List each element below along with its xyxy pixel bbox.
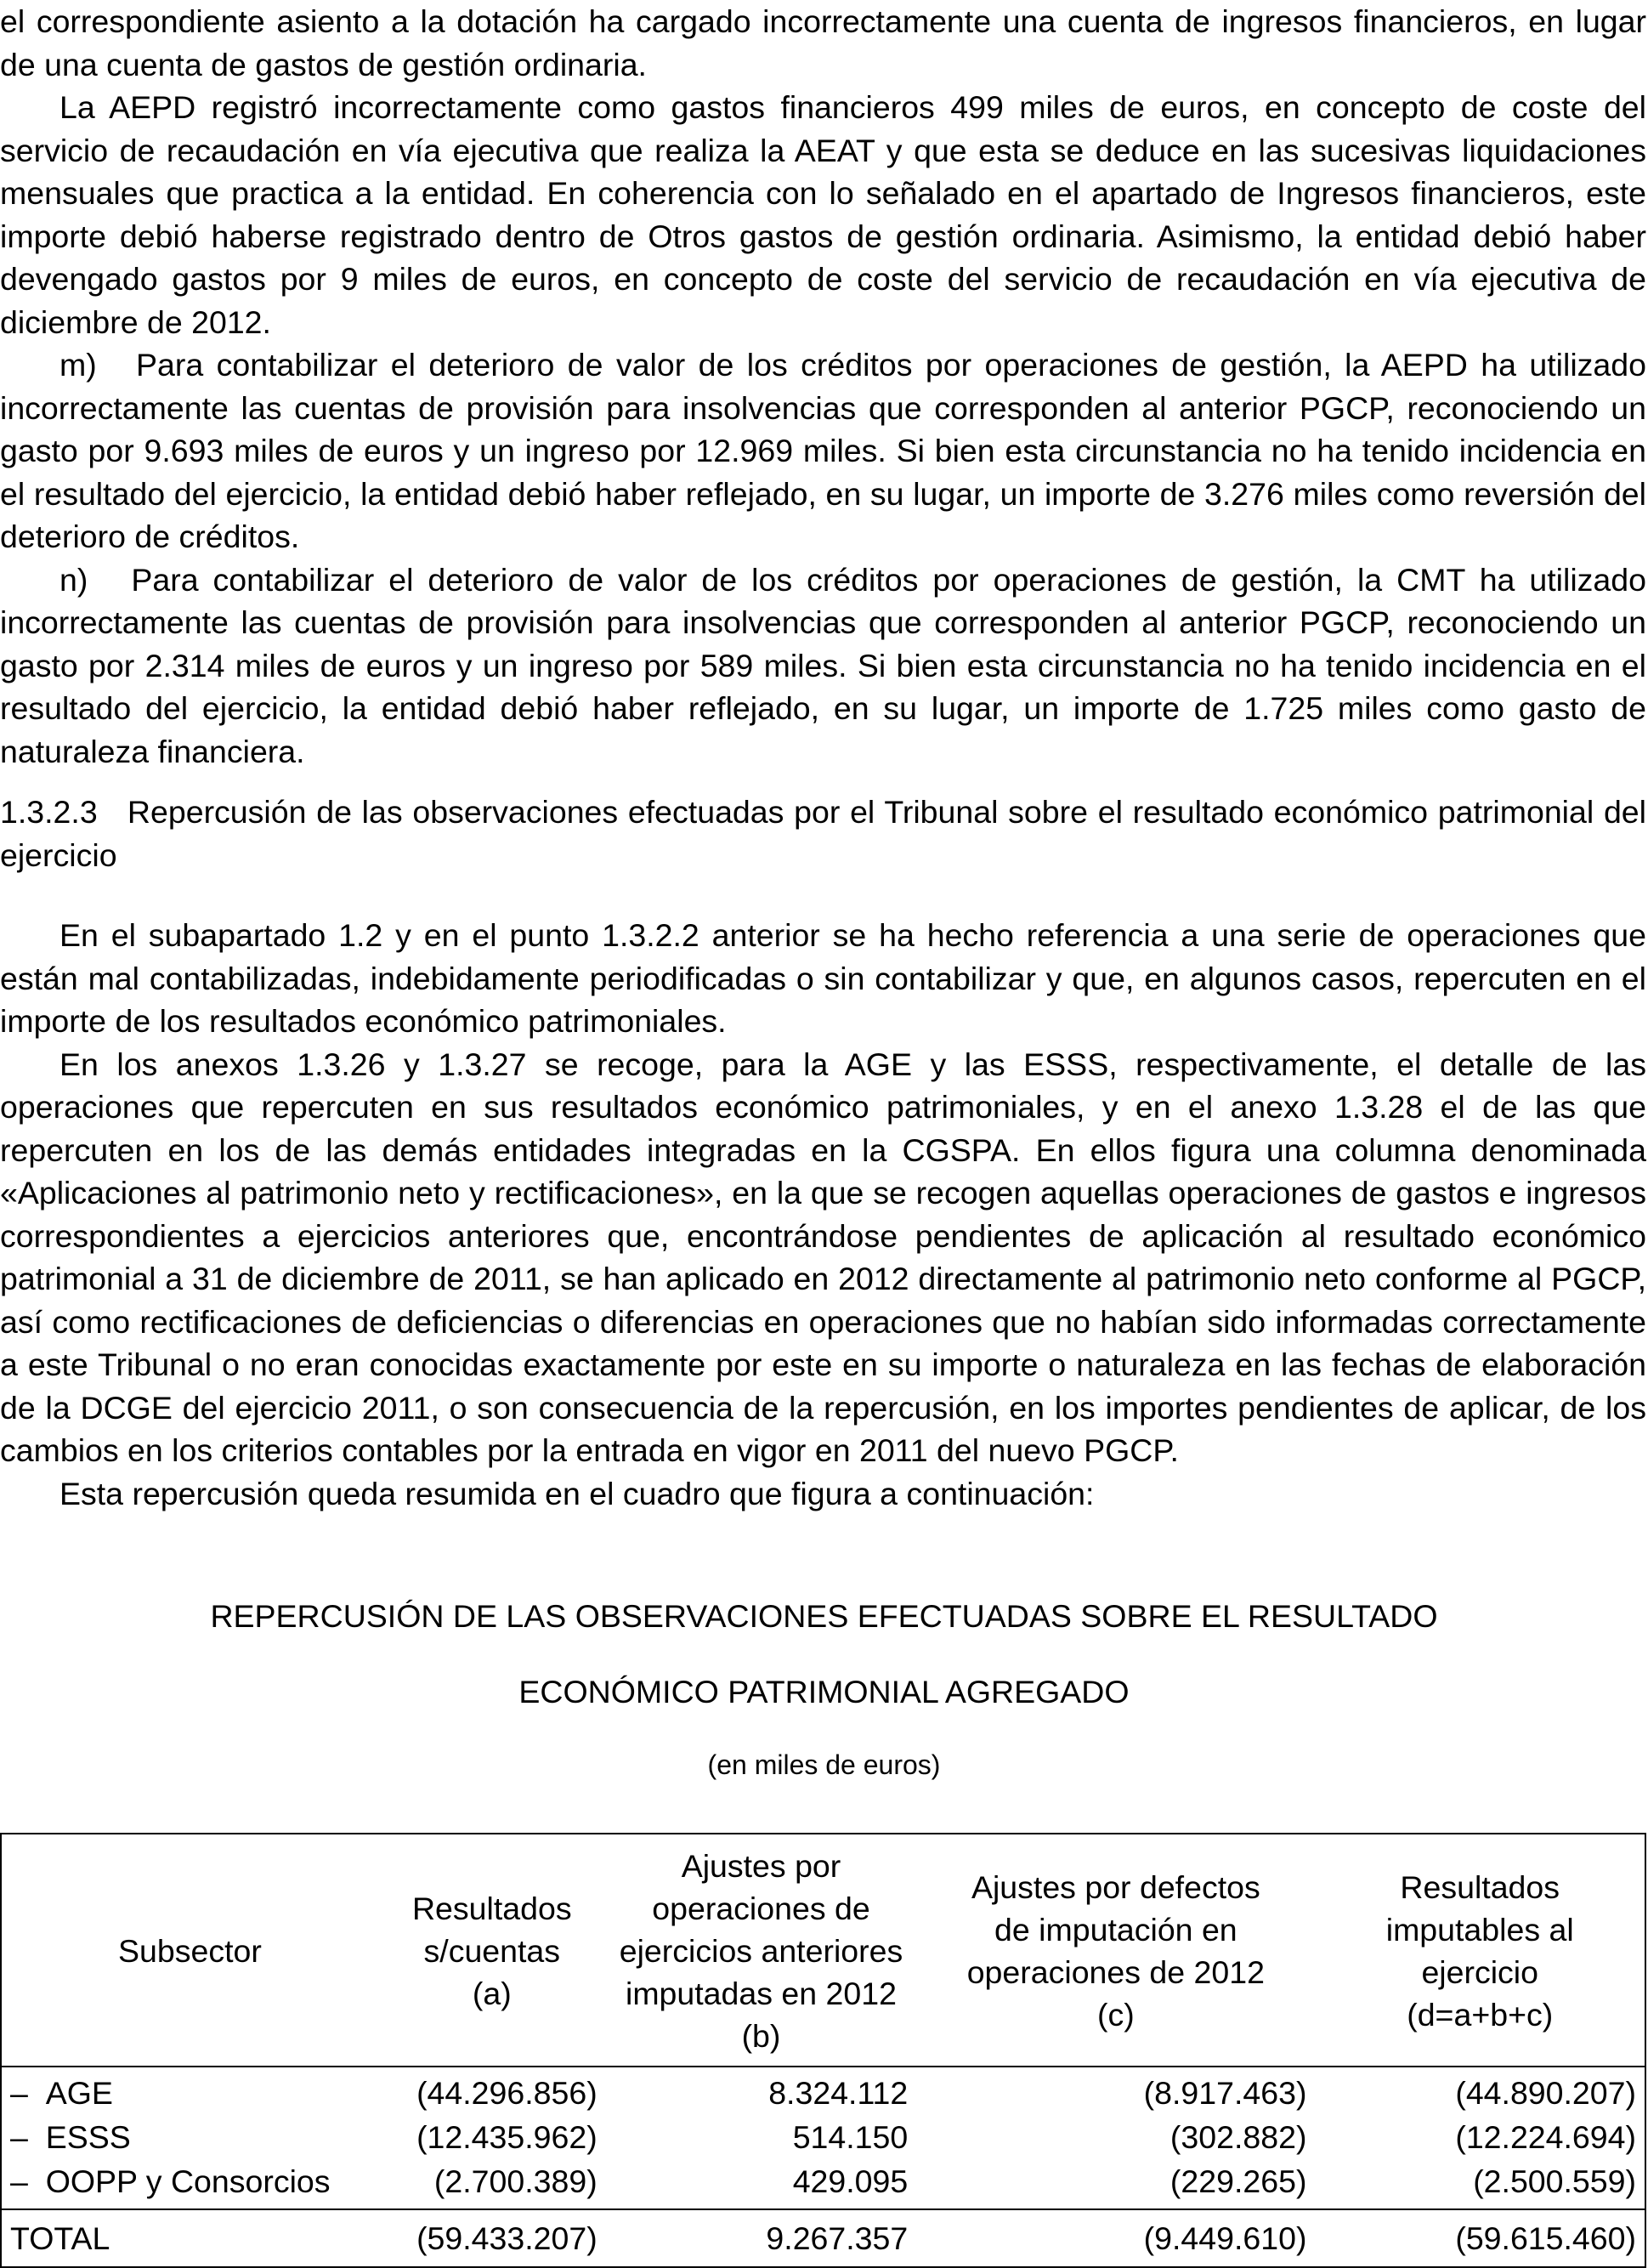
paragraph-anexos: En los anexos 1.3.26 y 1.3.27 se recoge, para la AGE y las ESSS, respectivamente, el detalle de las operaciones que repercuten en sus resultados económico patrimoniales, y en el anexo 1.3.28 el de las que repercuten en los de las demás entidades integradas en la CGSPA. En ellos figura una columna denominada «Aplicaciones al patrimonio neto y rectificaciones», en la que se recogen aquellas operaciones de gastos e ingresos correspondientes a ejercicios anteriores que, encontrándose pendientes de aplicación al resultado económico patrimonial a 31 de diciembre de 2011, se han aplicado en 2012 directamente al patrimonio neto conforme al PGCP, así como rectificaciones de deficiencias o diferencias en operaciones que no habían sido informadas correctamente a este Tribunal o no eran conocidas exactamente por este en su importe o naturaleza en las fechas de elaboración de la DCGE del ejercicio 2011, o son consecuencia de la repercusión, en los importes pendientes de aplicar, de los cambios en los criterios contables por la entrada en vigor en 2011 del nuevo PGCP. <box>0 1046 1646 1468</box>
section-heading: 1.3.2.3 Repercusión de las observaciones efectuadas por el Tribunal sobre el resultado económico patrimonial del ejercicio <box>0 794 1646 873</box>
header-ajustes-defectos: Ajustes por defectos de imputación en operaciones de 2012 (c) <box>916 1834 1315 2067</box>
cell-a: (12.435.962) <box>416 2119 597 2155</box>
total-b: 9.267.357 <box>606 2209 917 2267</box>
cell-d: (2.500.559) <box>1473 2163 1636 2199</box>
total-d: (59.615.460) <box>1315 2209 1645 2267</box>
paragraph-aepd-gastos: La AEPD registró incorrectamente como gastos financieros 499 miles de euros, en concepto de coste del servicio de recaudación en vía ejecutiva que realiza la AEAT y que esta se deduce en las sucesivas liquidaciones mensuales que practica a la entidad. En coherencia con lo señalado en el apartado de Ingresos financieros, este importe debió haberse registrado dentro de Otros gastos de gestión ordinaria. Asimismo, la entidad debió haber devengado gastos por 9 miles de euros, en concepto de coste del servicio de recaudación en vía ejecutiva de diciembre de 2012. <box>0 89 1646 340</box>
cell-b: 514.150 <box>792 2119 909 2155</box>
table-row-oopp <box>1 2159 1645 2209</box>
table-units: (en miles de euros) <box>707 1749 941 1780</box>
table-row-total <box>1 2209 1645 2267</box>
total-a: (59.433.207) <box>378 2209 606 2267</box>
row-label: – ESSS <box>10 2119 131 2155</box>
header-ajustes-anteriores: Ajustes por operaciones de ejercicios anteriores imputadas en 2012 (b) <box>606 1834 917 2067</box>
header-resultados-imputables: Resultados imputables al ejercicio (d=a+b+c) <box>1315 1834 1645 2067</box>
table-title-line-1: REPERCUSIÓN DE LAS OBSERVACIONES EFECTUADAS SOBRE EL RESULTADO <box>210 1598 1438 1634</box>
paragraph-item-n: n) Para contabilizar el deterioro de valor de los créditos por operaciones de gestión, la CMT ha utilizado incorrectamente las cuentas de provisión para insolvencias que corresponden al anterior PGCP, reconociendo un gasto por 2.314 miles de euros y un ingreso por 589 miles. Si bien esta circunstancia no ha tenido incidencia en el resultado del ejercicio, la entidad debió haber reflejado, en su lugar, un importe de 1.725 miles como gasto de naturaleza financiera. <box>0 561 1646 769</box>
cell-b: 8.324.112 <box>768 2075 909 2111</box>
cell-d: (44.890.207) <box>1455 2075 1636 2111</box>
cell-c: (229.265) <box>1169 2163 1307 2199</box>
total-c: (9.449.610) <box>916 2209 1315 2267</box>
cell-c: (302.882) <box>1169 2119 1307 2155</box>
cell-d: (12.224.694) <box>1455 2119 1636 2155</box>
row-label: – OOPP y Consorcios <box>10 2163 331 2199</box>
row-label: – AGE <box>10 2075 113 2111</box>
paragraph-subapartado: En el subapartado 1.2 y en el punto 1.3.2.2 anterior se ha hecho referencia a una serie de operaciones que están mal contabilizadas, indebidamente periodificadas o sin contabilizar y que, en algunos casos, repercuten en el importe de los resultados económico patrimoniales. <box>0 917 1646 1039</box>
paragraph-continuation: el correspondiente asiento a la dotación ha cargado incorrectamente una cuenta de ingresos financieros, en lugar de una cuenta de gastos de gestión ordinaria. <box>0 3 1646 82</box>
header-subsector: Subsector <box>1 1834 378 2067</box>
total-label: TOTAL <box>1 2209 378 2267</box>
header-resultados-cuentas: Resultados s/cuentas (a) <box>378 1834 606 2067</box>
cell-c: (8.917.463) <box>1143 2075 1307 2111</box>
table-row-age <box>1 2067 1645 2115</box>
paragraph-item-m: m) Para contabilizar el deterioro de valor de los créditos por operaciones de gestión, la AEPD ha utilizado incorrectamente las cuentas de provisión para insolvencias que corresponden al anterior PGCP, reconociendo un gasto por 9.693 miles de euros y un ingreso por 12.969 miles. Si bien esta circunstancia no ha tenido incidencia en el resultado del ejercicio, la entidad debió haber reflejado, en su lugar, un importe de 3.276 miles como reversión del deterioro de créditos. <box>0 347 1646 554</box>
cell-b: 429.095 <box>792 2163 909 2199</box>
cell-a: (2.700.389) <box>433 2163 597 2199</box>
table-header-row <box>1 1834 1645 2067</box>
table-row-esss <box>1 2115 1645 2159</box>
table-title-line-2: ECONÓMICO PATRIMONIAL AGREGADO <box>518 1674 1130 1710</box>
summary-table <box>0 1833 1646 2268</box>
paragraph-resumen: Esta repercusión queda resumida en el cuadro que figura a continuación: <box>59 1475 1095 1511</box>
cell-a: (44.296.856) <box>416 2075 597 2111</box>
